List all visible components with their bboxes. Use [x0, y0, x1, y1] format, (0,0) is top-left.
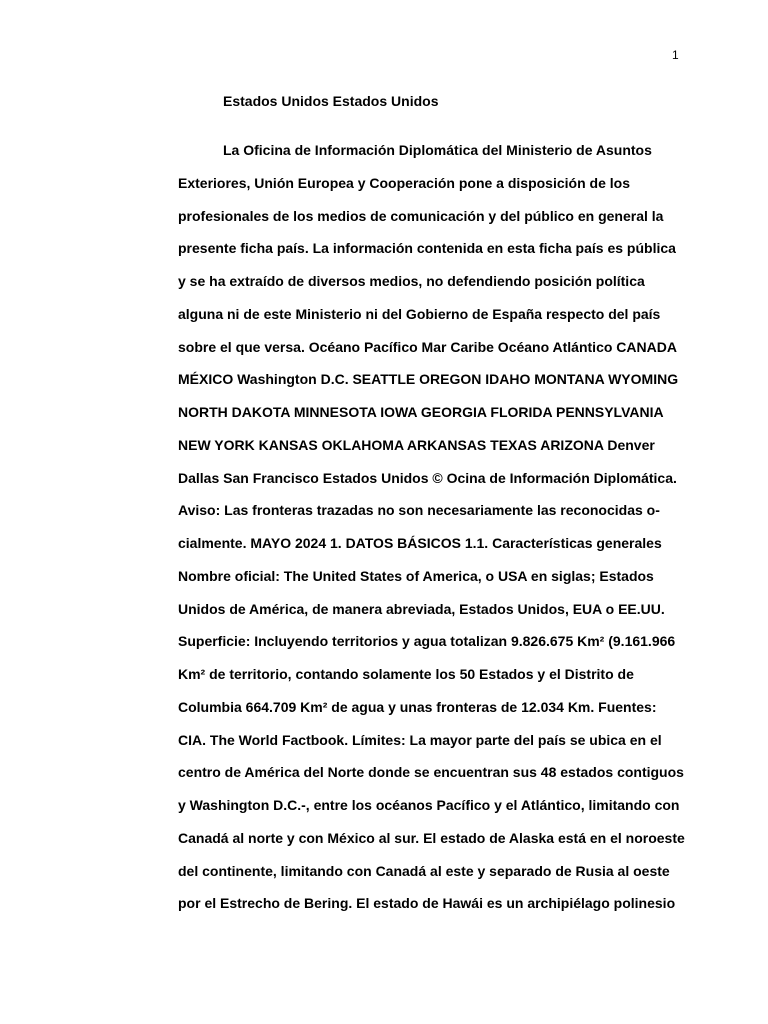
text-line: sobre el que versa. Océano Pacífico Mar Caribe Océano Atlántico CANADA: [178, 338, 677, 355]
text-line: Exteriores, Unión Europea y Cooperación pone a disposición de los: [178, 174, 630, 191]
text-line: Aviso: Las fronteras trazadas no son necesariamente las reconocidas o-: [178, 502, 660, 519]
text-line: alguna ni de este Ministerio ni del Gobierno de España respecto del país: [178, 305, 661, 322]
text-line: Unidos de América, de manera abreviada, Estados Unidos, EUA o EE.UU.: [178, 600, 665, 617]
text-line: y se ha extraído de diversos medios, no defendiendo posición política: [178, 273, 645, 289]
text-line: NORTH DAKOTA MINNESOTA IOWA GEORGIA FLORIDA PENNSYLVANIA: [178, 404, 664, 420]
text-line: cialmente. MAYO 2024 1. DATOS BÁSICOS 1.1. Características generales: [178, 535, 662, 551]
text-line: por el Estrecho de Bering. El estado de Hawái es un archipiélago polinesio: [178, 895, 676, 912]
text-line: del continente, limitando con Canadá al este y separado de Rusia al oeste: [178, 862, 670, 879]
text-line: Km² de territorio, contando solamente los 50 Estados y el Distrito de: [178, 666, 634, 682]
text-line: Nombre oficial: The United States of America, o USA en siglas; Estados: [178, 567, 654, 584]
document-title: Estados Unidos Estados Unidos: [223, 93, 439, 109]
body-paragraph: [178, 134, 688, 920]
text-line: Columbia 664.709 Km² de agua y unas fronteras de 12.034 Km. Fuentes:: [178, 698, 657, 715]
text-line: centro de América del Norte donde se encuentran sus 48 estados contiguos: [178, 764, 684, 781]
text-line: Dallas San Francisco Estados Unidos © Ocina de Información Diplomática.: [178, 469, 677, 486]
text-line: y Washington D.C.-, entre los océanos Pacífico y el Atlántico, limitando con: [178, 797, 680, 813]
text-line: Canadá al norte y con México al sur. El estado de Alaska está en el noroeste: [178, 829, 685, 846]
text-line: CIA. The World Factbook. Límites: La mayor parte del país se ubica en el: [178, 731, 662, 748]
text-line: presente ficha país. La información contenida en esta ficha país es pública: [178, 240, 676, 257]
text-line: NEW YORK KANSAS OKLAHOMA ARKANSAS TEXAS ARIZONA Denver: [178, 436, 655, 453]
text-line: profesionales de los medios de comunicación y del público en general la: [178, 207, 664, 224]
text-line: La Oficina de Información Diplomática del Ministerio de Asuntos: [223, 142, 652, 158]
page-number: 1: [672, 48, 679, 62]
text-line: Superficie: Incluyendo territorios y agua totalizan 9.826.675 Km² (9.161.966: [178, 633, 676, 650]
text-line: MÉXICO Washington D.C. SEATTLE OREGON IDAHO MONTANA WYOMING: [178, 371, 679, 388]
